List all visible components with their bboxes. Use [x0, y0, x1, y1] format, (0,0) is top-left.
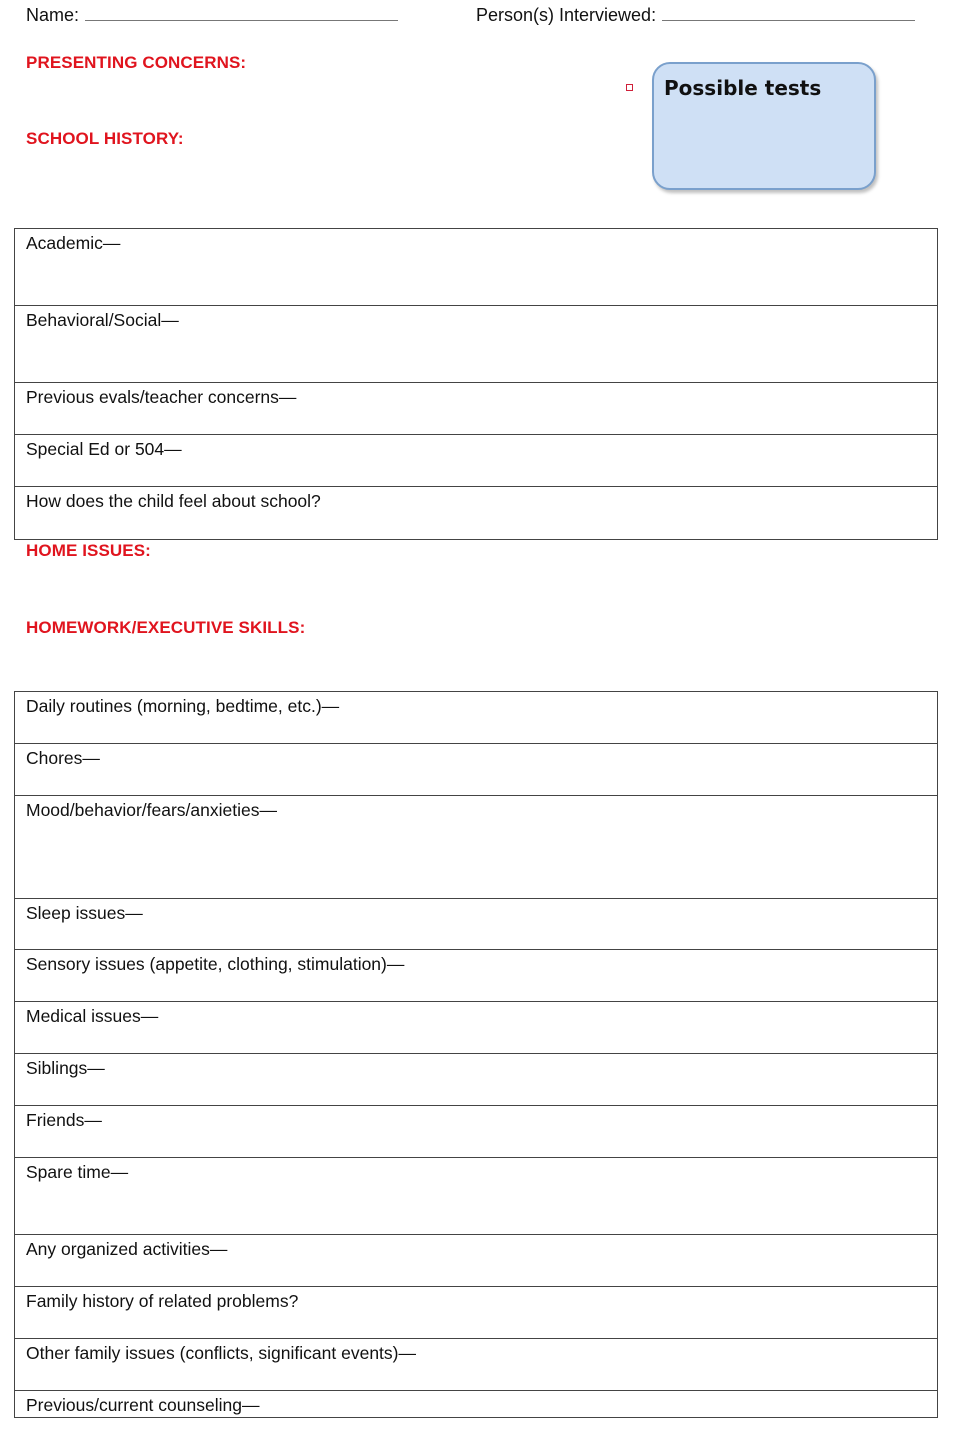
table-row[interactable]: Friends— [15, 1106, 937, 1158]
table-row[interactable]: Sleep issues— [15, 899, 937, 950]
table-row[interactable]: Chores— [15, 744, 937, 796]
selection-handle-icon[interactable] [626, 84, 633, 91]
presenting-concerns-heading: PRESENTING CONCERNS: [26, 53, 247, 72]
name-label: Name: [26, 5, 80, 25]
table-row[interactable]: Academic— [15, 229, 937, 306]
interviewed-input-line[interactable] [662, 2, 915, 21]
table-row[interactable]: Previous evals/teacher concerns— [15, 383, 937, 435]
name-input-line[interactable] [85, 2, 398, 21]
possible-tests-callout[interactable] [652, 62, 876, 190]
name-field-row [26, 2, 398, 26]
home-issues-heading: HOME ISSUES: [26, 541, 151, 560]
table-row[interactable]: Spare time— [15, 1158, 937, 1235]
callout-title: Possible tests [664, 76, 822, 100]
table-row[interactable]: How does the child feel about school? [26, 491, 321, 511]
table-row[interactable]: Behavioral/Social— [15, 306, 937, 383]
table-row[interactable]: Medical issues— [15, 1002, 937, 1054]
table-row[interactable]: Mood/behavior/fears/anxieties— [15, 796, 937, 899]
table-row[interactable]: Special Ed or 504— [15, 435, 937, 487]
table-row[interactable]: Previous/current counseling— [26, 1395, 260, 1415]
table-row[interactable]: Sensory issues (appetite, clothing, stimulation)— [15, 950, 937, 1002]
table-row[interactable]: Family history of related problems? [15, 1287, 937, 1339]
home-issues-table [14, 691, 938, 1418]
table-row[interactable]: Other family issues (conflicts, significant events)— [15, 1339, 937, 1391]
homework-executive-skills-heading: HOMEWORK/EXECUTIVE SKILLS: [26, 618, 306, 637]
interviewed-field-row [476, 2, 915, 26]
table-row[interactable]: Daily routines (morning, bedtime, etc.)— [15, 692, 937, 744]
school-history-heading: SCHOOL HISTORY: [26, 129, 184, 148]
table-row[interactable]: Any organized activities— [15, 1235, 937, 1287]
school-history-table [14, 228, 938, 540]
table-row[interactable]: Siblings— [15, 1054, 937, 1106]
interviewed-label: Person(s) Interviewed: [476, 5, 657, 25]
